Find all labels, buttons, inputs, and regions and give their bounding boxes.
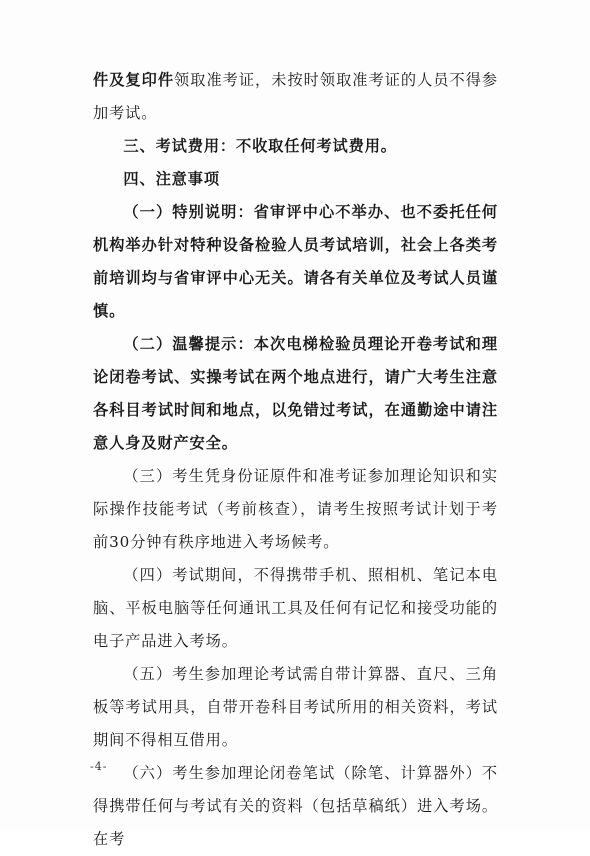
paragraph-admission-ticket	[93, 64, 498, 130]
note-no-devices: （四）考试期间，不得携带手机、照相机、笔记本电脑、平板电脑等任何通讯工具及任何有记忆和接受功能的电子产品进入考场。	[93, 566, 498, 650]
note-special-statement: （一）特别说明：省审评中心不举办、也不委托任何机构举办针对特种设备检验人员考试培训，社会上各类考前培训均与省审评中心无关。请各有关单位及考试人员谨慎。	[93, 203, 498, 320]
note-closed-book: （六）考生参加理论闭卷笔试（除笔、计算器外）不得携带任何与考试有关的资料（包括草稿纸）进入考场。在考	[93, 764, 498, 848]
paragraph-text: 领取准考证，未按时领取准考证的人员不得参加考试。	[93, 71, 499, 122]
section-notes-heading: 四、注意事项	[123, 170, 220, 188]
note-id-and-ticket: （三）考生凭身份证原件和准考证参加理论知识和实际操作技能考试（考前核查），请考生按照考试计划于考前30分钟有秩序地进入考场候考。	[93, 467, 498, 551]
section-exam-fees: 三、考试费用：不收取任何考试费用。	[123, 137, 397, 155]
document-body	[93, 64, 498, 856]
bold-lead-text: 件及复印件	[93, 71, 175, 89]
note-bring-tools: （五）考生参加理论考试需自带计算器、直尺、三角板等考试用具，自带开卷科目考试所用的相关资料，考试期间不得相互借用。	[93, 665, 498, 749]
page-number: -4-	[90, 760, 108, 773]
note-warm-reminder: （二）温馨提示：本次电梯检验员理论开卷考试和理论闭卷考试、实操考试在两个地点进行，请广大考生注意各科目考试时间和地点，以免错过考试，在通勤途中请注意人身及财产安全。	[93, 335, 498, 452]
